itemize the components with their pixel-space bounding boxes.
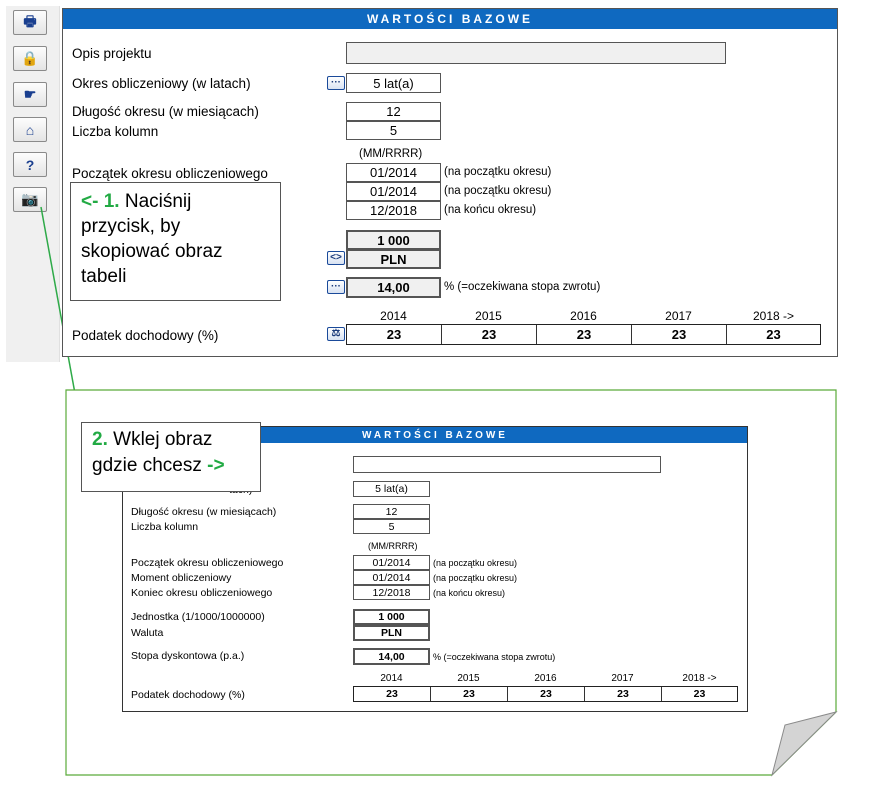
tax-fill-button[interactable] <box>327 327 345 341</box>
mini-period-value: 5 lat(a) <box>353 481 430 497</box>
tax-cell[interactable]: 23 <box>766 327 781 342</box>
moment-date-note: (na początku okresu) <box>444 185 552 197</box>
swap-icon: <> <box>330 252 342 263</box>
balance-scale-icon: ⚖ <box>331 328 341 339</box>
mini-moment-note: (na początku okresu) <box>433 573 518 583</box>
mini-tax-cell: 23 <box>431 687 508 701</box>
income-tax-label: Podatek dochodowy (%) <box>72 328 219 343</box>
paste-instruction-callout <box>81 422 261 492</box>
ellipsis-icon: ··· <box>331 281 341 292</box>
tax-cell[interactable]: 23 <box>632 325 727 344</box>
mini-discount-label: Stopa dyskontowa (p.a.) <box>131 650 245 662</box>
start-date-input[interactable]: 01/2014 <box>346 163 441 182</box>
help-icon: ? <box>25 156 35 173</box>
mini-year-header: 2014 <box>380 673 403 684</box>
currency-input[interactable]: PLN <box>346 249 441 269</box>
unit-input[interactable]: 1 000 <box>346 230 441 250</box>
camera-icon: 📷 <box>21 191 39 207</box>
year-header: 2016 <box>570 309 597 323</box>
home-icon: ⌂ <box>25 121 35 138</box>
print-icon: 🖶 <box>23 12 37 29</box>
period-length-label: Długość okresu (w miesiącach) <box>72 104 259 119</box>
calc-period-label: Okres obliczeniowy (w latach) <box>72 76 251 91</box>
mini-start-note: (na początku okresu) <box>433 558 518 568</box>
calc-start-label: Początek okresu obliczeniowego <box>72 166 268 181</box>
mini-currency-label: Waluta <box>131 627 164 639</box>
mini-unit-label: Jednostka (1/1000/1000000) <box>131 611 265 623</box>
project-description-input[interactable] <box>346 42 726 64</box>
mini-discount-value: 14,00 <box>353 648 430 665</box>
tax-cell[interactable]: 23 <box>442 325 537 344</box>
mini-unit-value: 1 000 <box>353 609 430 625</box>
year-header: 2018 -> <box>752 309 795 323</box>
mini-end-note: (na końcu okresu) <box>433 588 506 598</box>
period-length-input[interactable]: 12 <box>346 102 441 121</box>
year-header: 2017 <box>665 309 692 323</box>
mini-moment-label: Moment obliczeniowy <box>131 572 232 584</box>
discount-rate-note: % (=oczekiwana stopa zwrotu) <box>444 281 601 293</box>
mini-length-value: 12 <box>353 504 430 519</box>
discount-rate-input[interactable]: 14,00 <box>346 277 441 298</box>
project-description-label: Opis projektu <box>72 46 152 61</box>
mini-tax-cell: 23 <box>508 687 585 701</box>
lock-key-icon: 🔒 <box>21 50 39 66</box>
mini-year-header: 2017 <box>611 673 634 684</box>
hand-pointer-icon: ☛ <box>23 86 37 102</box>
tax-row <box>346 324 821 345</box>
discount-rate-picker-button[interactable] <box>327 280 345 294</box>
step2-arrow: -> <box>207 455 225 476</box>
step1-prefix: <- 1. <box>81 191 120 212</box>
moment-date-input[interactable]: 01/2014 <box>346 182 441 201</box>
mini-year-header: 2018 -> <box>682 673 717 684</box>
mini-tax-label: Podatek dochodowy (%) <box>131 689 245 701</box>
start-date-note: (na początku okresu) <box>444 166 552 178</box>
columns-count-label: Liczba kolumn <box>72 124 159 139</box>
step2-prefix: 2. <box>92 429 108 450</box>
tax-cell[interactable]: 23 <box>347 325 442 344</box>
mini-currency-value: PLN <box>353 625 430 641</box>
mini-description-box <box>353 456 661 473</box>
date-format-hint: (MM/RRRR) <box>359 148 423 160</box>
mini-end-date: 12/2018 <box>353 585 430 600</box>
panel-title: WARTOŚCI BAZOWE <box>63 9 837 29</box>
calc-period-picker-button[interactable] <box>327 76 345 90</box>
mini-length-label: Długość okresu (w miesiącach) <box>131 506 277 518</box>
year-header: 2015 <box>475 309 502 323</box>
mini-start-date: 01/2014 <box>353 555 430 570</box>
mini-columns-value: 5 <box>353 519 430 534</box>
year-header: 2014 <box>380 309 407 323</box>
tax-cell[interactable]: 23 <box>537 325 632 344</box>
currency-swap-button[interactable] <box>327 251 345 265</box>
mini-tax-row <box>353 686 738 702</box>
ellipsis-icon: ··· <box>331 77 341 88</box>
end-date-input[interactable]: 12/2018 <box>346 201 441 220</box>
step1-text: Naciśnij przycisk, by skopiować obraz tabeli <box>81 191 223 287</box>
mini-year-header: 2015 <box>457 673 480 684</box>
mini-format-hint: (MM/RRRR) <box>368 541 418 551</box>
mini-columns-label: Liczba kolumn <box>131 521 199 533</box>
copy-instruction-callout <box>70 182 281 301</box>
mini-start-label: Początek okresu obliczeniowego <box>131 557 284 569</box>
mini-end-label: Koniec okresu obliczeniowego <box>131 587 273 599</box>
step2-text: Wklej obraz gdzie chcesz <box>92 429 213 476</box>
mini-panel-title: WARTOŚCI BAZOWE <box>123 427 747 443</box>
mini-tax-cell: 23 <box>354 687 431 701</box>
end-date-note: (na końcu okresu) <box>444 204 537 216</box>
mini-year-header: 2016 <box>534 673 557 684</box>
columns-count-input[interactable]: 5 <box>346 121 441 140</box>
mini-tax-cell: 23 <box>585 687 662 701</box>
mini-tax-cell: 23 <box>693 688 706 700</box>
calc-period-value[interactable]: 5 lat(a) <box>346 73 441 93</box>
mini-moment-date: 01/2014 <box>353 570 430 585</box>
mini-discount-note: % (=oczekiwana stopa zwrotu) <box>433 652 556 662</box>
